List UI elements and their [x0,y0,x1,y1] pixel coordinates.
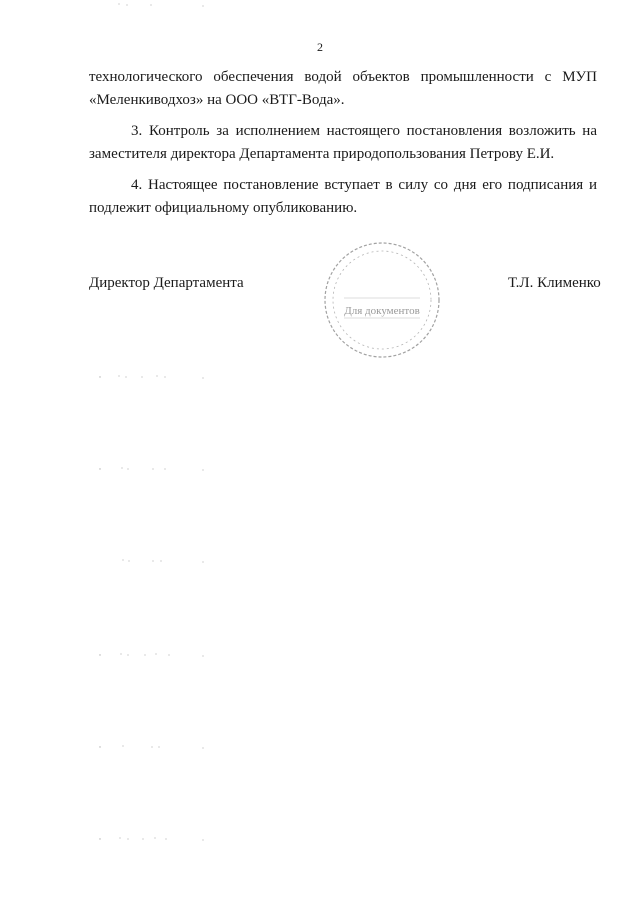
scan-artifact [95,556,215,566]
paragraph-item-4: 4. Настоящее постановление вступает в силу со дня его подписания и подлежит официальному опубликованию. [89,177,597,216]
page-number: 2 [317,40,323,54]
paragraph-item-3: 3. Контроль за исполнением настоящего постановления возложить на заместителя директора Департамента природопользования Петрову Е.И. [89,123,597,162]
body-text [89,66,597,228]
scan-artifact [95,834,215,844]
seal-text: Для документов [344,305,420,317]
signatory-position: Директор Департамента [89,275,244,291]
signatory-name: Т.Л. Клименко [508,275,601,291]
paragraph-continuation: технологического обеспечения водой объектов промышленности с МУП «Меленкиводхоз» на ООО «ВТГ-Вода». [89,69,597,108]
official-seal [322,240,442,360]
scan-artifact [95,0,215,10]
scan-artifact [95,464,215,474]
scan-artifact [95,650,215,660]
scan-artifact [95,372,215,382]
scan-artifact [95,742,215,752]
